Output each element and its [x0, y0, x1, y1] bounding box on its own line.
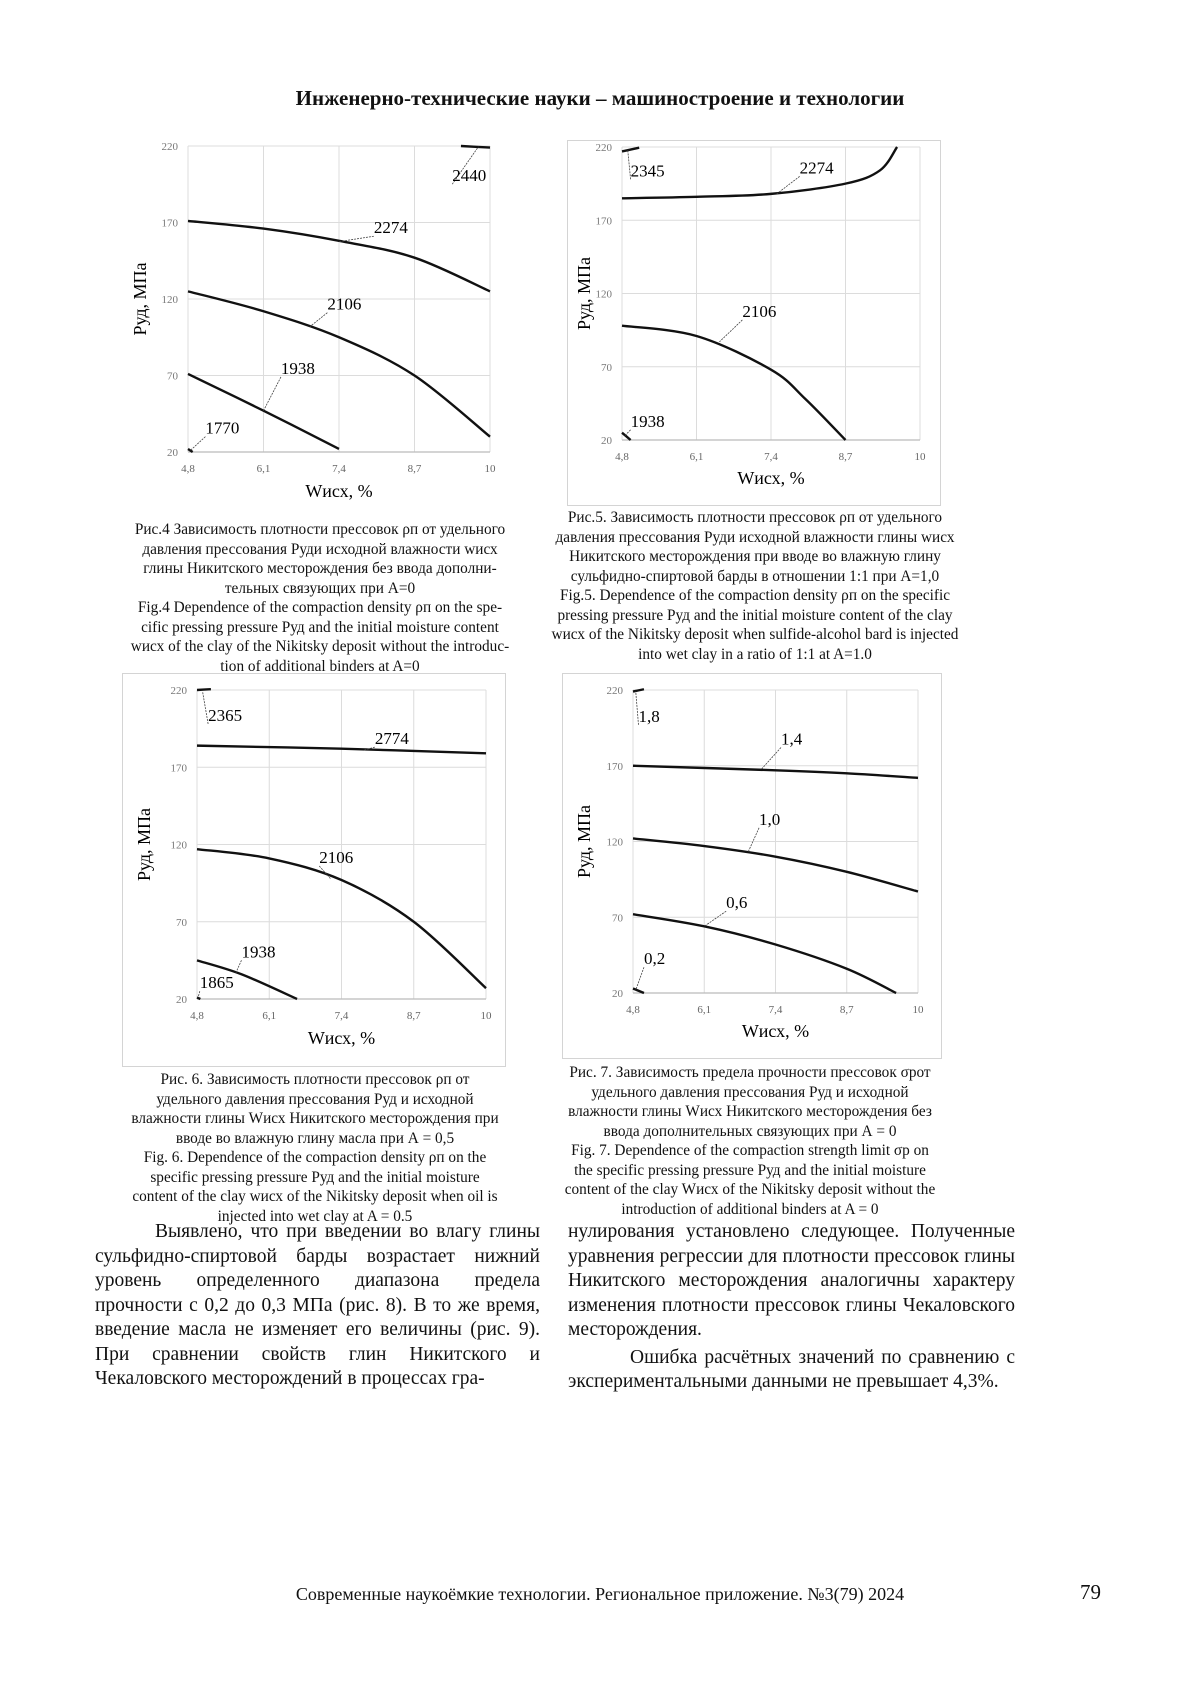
- body-paragraph: Выявлено, что при введении во влагу глины сульфидно-спиртовой барды возрастает нижний уровень определенного диапазона предела прочности с 0,2 до 0,3 МПа (рис. 8). В то же время, введение масла не изменяет его величины (рис. 9). При сравнении свойств глин Никитского и Чекаловского месторождений в процессах гра-: [95, 1221, 540, 1389]
- caption-line: Рис.4 Зависимость плотности прессовок ρп от удельного: [134, 521, 506, 538]
- caption-line: сульфидно-спиртовой барды в отношении 1:1 при А=1,0: [570, 567, 940, 585]
- body-paragraph: Ошибка расчётных значений по сравнению с экспериментальными данными не превышает 4,3%.: [568, 1346, 1015, 1392]
- caption-line: ввода дополнительных связующих при А = 0: [603, 1122, 897, 1140]
- x-tick-label: 6,1: [256, 463, 271, 475]
- series-label: 0,6: [726, 893, 748, 913]
- y-tick-label: 220: [595, 142, 612, 154]
- label-leader-line: [748, 828, 759, 852]
- x-tick-label: 4,8: [181, 463, 195, 475]
- x-tick-label: 6,1: [262, 1010, 277, 1022]
- y-tick-label: 120: [170, 839, 187, 852]
- y-tick-label: 220: [170, 685, 187, 697]
- body-right-column: [568, 1220, 1015, 1395]
- x-tick-label: 8,7: [407, 463, 422, 475]
- caption-line: Fig. 6. Dependence of the compaction density ρп on the: [143, 1149, 487, 1166]
- series-line-2365: [197, 689, 211, 690]
- series-label: 2106: [327, 294, 362, 314]
- caption-line: вводе во влажную глину масла при А = 0,5: [175, 1129, 455, 1147]
- caption-line: давления прессования Pуди исходной влажности глины wисх: [555, 528, 955, 546]
- caption-line: tion of additional binders at A=0: [220, 657, 420, 675]
- series-label: 2274: [373, 218, 408, 238]
- y-tick-label: 170: [161, 217, 178, 230]
- y-axis-label: Pуд, МПа: [574, 804, 594, 879]
- x-tick-label: 7,4: [332, 463, 346, 475]
- caption-line: тельных связующих при А=0: [224, 579, 416, 597]
- x-tick-label: 10: [480, 1010, 492, 1022]
- figure-6-caption: [80, 1070, 550, 1226]
- series-label: 1,8: [638, 706, 660, 726]
- caption-line: introduction of additional binders at A = 0: [621, 1200, 879, 1218]
- series-label: 1,4: [780, 729, 803, 749]
- caption-line: pressing pressure Pуд and the initial moisture content of the clay: [557, 606, 953, 624]
- caption-line: injected into wet clay at A = 0.5: [217, 1207, 413, 1225]
- figure-7-caption: [515, 1063, 985, 1219]
- series-label: 0,2: [643, 949, 666, 969]
- caption-line: давления прессования Pуди исходной влажности wисх: [142, 540, 498, 558]
- caption-line: удельного давления прессования Руд и исходной: [156, 1090, 474, 1108]
- caption-line: Рис. 7. Зависимость предела прочности прессовок σрот: [569, 1064, 931, 1081]
- caption-line: глины Никитского месторождения без ввода дополни-: [143, 560, 497, 577]
- series-label: 1938: [630, 411, 665, 431]
- x-tick-label: 6,1: [689, 451, 704, 463]
- y-tick-label: 170: [606, 760, 623, 773]
- caption-line: content of the clay Wисх of the Nikitsky deposit without the: [564, 1181, 936, 1198]
- y-tick-label: 20: [167, 447, 178, 459]
- x-axis-label: Wисх, %: [305, 481, 373, 501]
- y-tick-label: 70: [612, 912, 623, 925]
- caption-line: specific pressing pressure Руд and the initial moisture: [150, 1168, 480, 1186]
- series-line-0-2: [633, 988, 644, 993]
- label-leader-line: [719, 320, 742, 342]
- x-tick-label: 8,7: [406, 1010, 421, 1022]
- series-label: 2106: [319, 848, 354, 868]
- body-left-column: [95, 1220, 540, 1392]
- series-label: 1938: [241, 942, 276, 962]
- y-tick-label: 120: [606, 836, 623, 849]
- y-tick-label: 220: [161, 141, 178, 153]
- y-axis-label: Руд, МПа: [134, 807, 154, 882]
- page-number: 79: [1080, 1580, 1101, 1604]
- y-tick-label: 70: [167, 370, 178, 383]
- y-tick-label: 220: [606, 685, 623, 697]
- y-tick-label: 170: [170, 762, 187, 775]
- x-tick-label: 10: [484, 463, 496, 475]
- x-tick-label: 4,8: [190, 1010, 204, 1022]
- caption-line: Никитского месторождения при вводе во влажную глину: [569, 548, 941, 565]
- caption-line: Fig.4 Dependence of the compaction density ρп on the spe-: [137, 599, 503, 616]
- caption-line: the specific pressing pressure Руд and the initial moisture: [574, 1161, 926, 1179]
- label-leader-line: [236, 960, 242, 972]
- series-line-2440: [461, 146, 490, 148]
- label-leader-line: [190, 437, 205, 451]
- x-tick-label: 8,7: [838, 451, 853, 463]
- caption-line: cific pressing pressure Pуд and the initial moisture content: [141, 618, 499, 636]
- x-tick-label: 4,8: [615, 451, 629, 463]
- caption-line: wисх of the clay of the Nikitsky deposit without the introduc-: [130, 638, 510, 655]
- label-leader-line: [704, 911, 726, 926]
- series-label: 1865: [199, 973, 234, 993]
- series-label: 2274: [799, 158, 834, 178]
- y-tick-label: 70: [601, 361, 612, 374]
- caption-line: Рис.5. Зависимость плотности прессовок ρп от удельного: [567, 509, 943, 526]
- x-axis-label: Wисх, %: [307, 1028, 376, 1048]
- figure-4-caption: [85, 520, 555, 676]
- y-tick-label: 120: [161, 294, 178, 306]
- x-tick-label: 10: [914, 451, 926, 463]
- y-tick-label: 170: [595, 215, 612, 228]
- series-label: 2440: [452, 166, 487, 186]
- series-line-2345: [622, 148, 639, 152]
- footer-journal: Современные наукоёмкие технологии. Региональное приложение. №3(79) 2024: [295, 1584, 905, 1604]
- series-label: 2774: [374, 729, 409, 749]
- x-tick-label: 7,4: [768, 1004, 783, 1016]
- caption-line: into wet clay in a ratio of 1:1 at A=1.0: [638, 645, 872, 663]
- x-tick-label: 4,8: [626, 1004, 640, 1016]
- x-tick-label: 6,1: [697, 1004, 712, 1016]
- series-label: 2106: [742, 301, 777, 321]
- series-label: 2365: [208, 705, 243, 725]
- series-label: 1,0: [759, 809, 781, 829]
- caption-line: влажности глины Wисх Никитского месторождения без: [568, 1103, 932, 1120]
- running-header: Инженерно-технические науки – машиностроение и технологии: [295, 86, 905, 110]
- series-label: 1938: [280, 358, 315, 378]
- y-tick-label: 20: [176, 994, 187, 1006]
- x-tick-label: 10: [912, 1004, 924, 1016]
- figure-5-caption: [520, 508, 990, 664]
- y-tick-label: 20: [601, 435, 612, 447]
- series-label: 2345: [630, 161, 665, 181]
- y-tick-label: 120: [595, 288, 612, 301]
- series-line-1865: [197, 997, 200, 999]
- x-axis-label: Wисх, %: [741, 1021, 810, 1041]
- series-line-1938: [622, 433, 631, 440]
- caption-line: влажности глины Wисх Никитского месторождения при: [131, 1110, 499, 1127]
- y-axis-label: Pуд, МПа: [130, 262, 150, 336]
- x-tick-label: 7,4: [764, 451, 778, 463]
- y-tick-label: 20: [612, 988, 623, 1000]
- x-axis-label: Wисх, %: [737, 468, 805, 488]
- body-paragraph: нулирования установлено следующее. Полученные уравнения регрессии для плотности прессовок глины Никитского месторождения аналогичны характеру изменения плотности прессовок глины Чекаловского месторождения.: [568, 1221, 1015, 1340]
- x-tick-label: 8,7: [839, 1004, 854, 1016]
- y-tick-label: 70: [176, 916, 187, 929]
- x-tick-label: 7,4: [334, 1010, 349, 1022]
- label-leader-line: [264, 377, 281, 411]
- caption-line: wисх of the Nikitsky deposit when sulfide-alcohol bard is injected: [551, 626, 959, 643]
- series-line-0-6: [633, 914, 896, 993]
- caption-line: content of the clay wисх of the Nikitsky deposit when oil is: [132, 1188, 498, 1205]
- label-leader-line: [310, 313, 327, 327]
- series-label: 1770: [205, 418, 240, 438]
- caption-line: Fig. 7. Dependence of the compaction strength limit σр on: [571, 1142, 929, 1159]
- label-leader-line: [636, 967, 644, 990]
- y-axis-label: Pуд, МПа: [574, 256, 594, 331]
- caption-line: Рис. 6. Зависимость плотности прессовок ρп от: [160, 1071, 470, 1088]
- caption-line: Fig.5. Dependence of the compaction density ρп on the specific: [559, 587, 951, 604]
- caption-line: удельного давления прессования Руд и исходной: [591, 1083, 909, 1101]
